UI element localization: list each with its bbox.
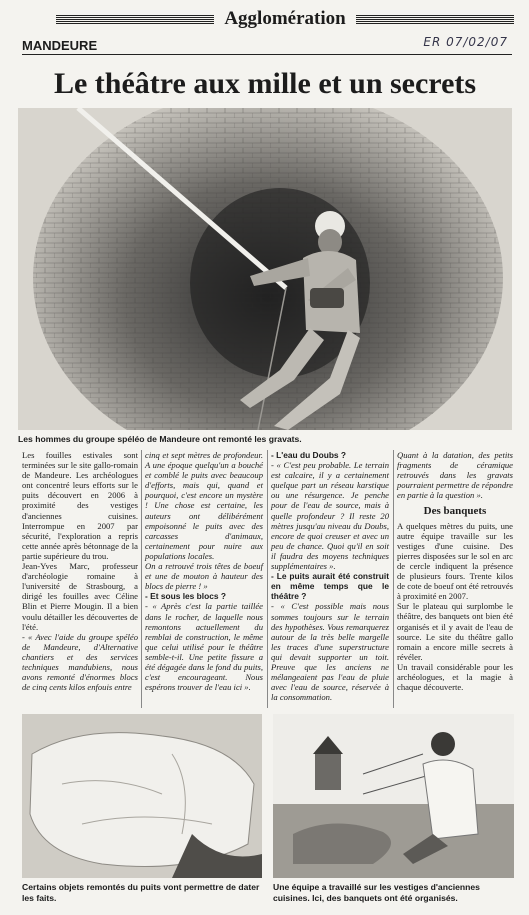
- interview-question: - Le puits aurait été construit en même temps que le théâtre ?: [271, 571, 389, 602]
- column-rule: [267, 450, 268, 708]
- well-caver-image: [18, 108, 512, 430]
- excavation-photo: [273, 714, 514, 878]
- paragraph: - « Après c'est la partie taillée dans le rocher, de laquelle nous remontons actuellement du remblai de construction, le même que celui utilisé pour le théâtre semble-t-il. Une petite fissure a été dégagée dans le fond du puits, c'est encourageant. Nous espérons trouver de l'eau ici ».: [145, 601, 263, 693]
- paragraph: Un travail considérable pour les archéologues, et la magie à chaque découverte.: [397, 661, 513, 693]
- section-town: MANDEURE: [22, 38, 98, 53]
- excavation-image: [273, 714, 514, 878]
- rubric-title: Agglomération: [224, 8, 346, 29]
- paragraph: On a retrouvé trois têtes de boeuf et une de mouton à hauteur des blocs de pierre ! »: [145, 561, 263, 592]
- stone-block-photo: [22, 714, 262, 878]
- subheading: Des banquets: [423, 505, 487, 518]
- paragraph: cinq et sept mètres de profondeur. A une époque quelqu'un a bouché et comblé le puits avec beaucoup d'efforts, mais qui, quand et pourquoi, c'est encore un mystère ! Une chose est certaine, les auteurs ont délibérément empoisonné le puits avec des carcasses d'animaux, certainement pour nuire aux populations locales.: [145, 450, 263, 561]
- rubric-rule-right: [356, 15, 514, 24]
- paragraph: Les fouilles estivales sont terminées sur le site gallo-romain de Mandeure. Les archéologues ont concentré leurs efforts sur le puits découvert en 2006 à proximité des vestiges d'anciennes cuisines. Interrompue en 2007 par sécurité, l'exploration a repris cette année après bétonnage de la partie supérieure du trou.: [22, 450, 138, 561]
- interview-question: - Et sous les blocs ?: [145, 591, 226, 602]
- paragraph: Quant à la datation, des petits fragments de céramique retrouvés dans les gravats pourraient permettre de répondre en partie à la question ».: [397, 450, 513, 501]
- headline: Le théâtre aux mille et un secrets: [53, 67, 477, 100]
- column-rule: [393, 450, 394, 708]
- paragraph: - « C'est possible mais nous sommes toujours sur le terrain des hypothèses. Vous remarquerez autour de la très belle margelle les traces d'une superstructure qui devait supporter un toit. Preuve que les anciens ne mélangeaient pas l'eau de pluie avec l'eau de source, réservée à la consommation.: [271, 601, 389, 703]
- excavation-caption: Une équipe a travaillé sur les vestiges d'anciennes cuisines. Ici, des banquets ont été organisés.: [273, 882, 480, 903]
- column-rule: [141, 450, 142, 708]
- paragraph: - « C'est peu probable. Le terrain est calcaire, il y a certainement quelque part un réseau karstique ou une résurgence. Je penche pour de l'eau de source, mais à quelle profondeur ? Il reste 20 mètres jusqu'au niveau du Doubs, encore de quoi creuser et avec un peu de chance. Quoi qu'il en soit il faudra des moyens techniques supplémentaires ».: [271, 460, 389, 572]
- rubric-header: [56, 8, 514, 30]
- paragraph: Jean-Yves Marc, professeur d'archéologie romaine à l'université de Strasbourg, a dirigé les fouilles avec Céline Blin et Pierre Mougin. Il a bien voulu détailler les découvertes de l'été.: [22, 561, 138, 632]
- paragraph: A quelques mètres du puits, une autre équipe travaille sur les vestiges d'une cuisine. Des pierres disposées sur le sol en arc de cercle indiquent la présence de plusieurs fours. Trente kilos de cote de boeuf ont été retrouvés à proximité en 2007.: [397, 520, 513, 602]
- rubric-rule-left: [56, 15, 214, 24]
- article-column-4: [397, 450, 513, 692]
- paragraph: Sur le plateau qui surplombe le théâtre, des banquets ont bien été organisés et il y avait de l'eau de source. Le site du théâtre gallo romain a encore mille secrets à révéler.: [397, 601, 513, 662]
- main-photo-caption: Les hommes du groupe spéléo de Mandeure ont remonté les gravats.: [18, 434, 302, 444]
- handwritten-date-stamp: ER 07/02/07: [423, 35, 508, 49]
- article-column-1: [22, 450, 138, 692]
- stone-block-caption: Certains objets remontés du puits vont permettre de dater les faits.: [22, 882, 260, 903]
- paragraph: - « Avec l'aide du groupe spéléo de Mandeure, d'Alternative chantiers et des services techniques mandubiens, nous avons remonté d'énormes blocs de cinq cents kilos enfouis entre: [22, 631, 138, 693]
- article-column-2: [145, 450, 263, 692]
- stone-block-image: [22, 714, 262, 878]
- main-photo: [18, 108, 512, 430]
- interview-question: - L'eau du Doubs ?: [271, 450, 347, 460]
- article-column-3: [271, 450, 389, 702]
- section-bar: [22, 35, 512, 55]
